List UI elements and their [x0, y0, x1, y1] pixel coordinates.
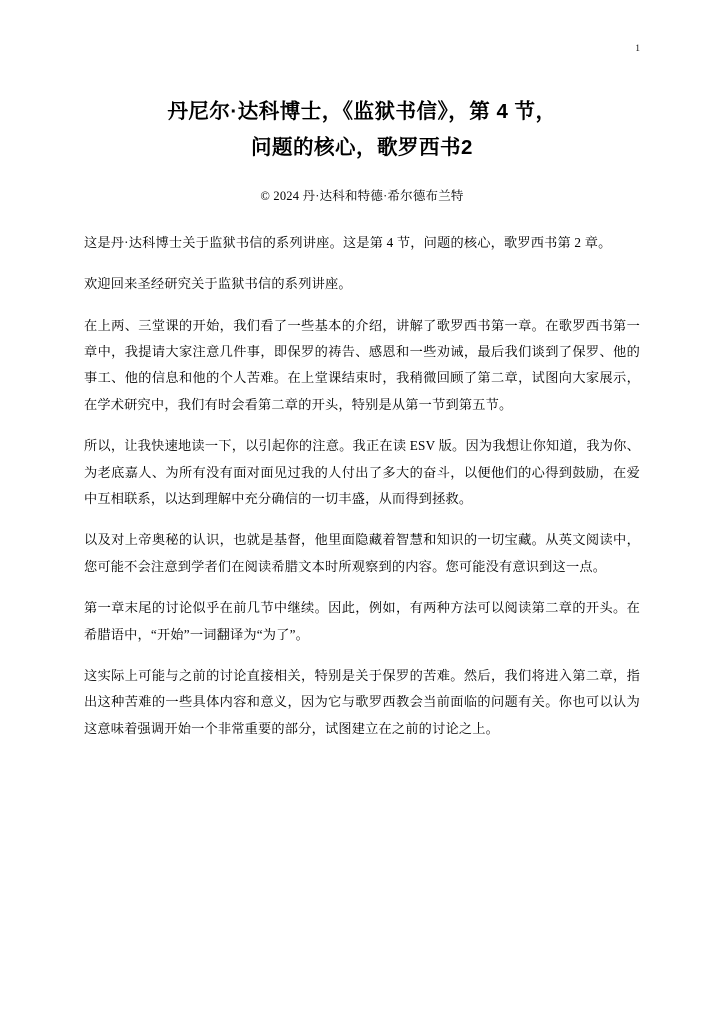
page-title-line-1: 丹尼尔·达科博士，《监狱书信》，第 4 节， — [167, 100, 557, 123]
paragraph: 以及对上帝奥秘的认识，也就是基督，他里面隐藏着智慧和知识的一切宝藏。从英文阅读中，您可能不会注意到学者们在阅读希腊文本时所观察到的内容。您可能没有意识到这一点。 — [84, 532, 640, 574]
page-title — [84, 94, 640, 166]
paragraph: 所以，让我快速地读一下，以引起你的注意。我正在读 ESV 版。因为我想让你知道，我为你、为老底嘉人、为所有没有面对面见过我的人付出了多大的奋斗，以便他们的心得到鼓励，在爱中互相联系，以达到理解中充分确信的一切丰盛，从而得到拯救。 — [84, 438, 640, 506]
paragraph: 这是丹·达科博士关于监狱书信的系列讲座。这是第 4 节，问题的核心，歌罗西书第 2 章。 — [84, 234, 612, 250]
paragraph: 在上两、三堂课的开始，我们看了一些基本的介绍，讲解了歌罗西书第一章。在歌罗西书第一章中，我提请大家注意几件事，即保罗的祷告、感恩和一些劝诫，最后我们谈到了保罗、他的事工、他的信息和他的个人苦难。在上堂课结束时，我稍微回顾了第二章，试图向大家展示，在学术研究中，我们有时会看第二章的开头，特别是从第一节到第五节。 — [84, 317, 640, 412]
copyright-notice: © 2024 丹·达科和特德·希尔德布兰特 — [260, 188, 464, 203]
paragraph: 第一章末尾的讨论似乎在前几节中继续。因此，例如，有两种方法可以阅读第二章的开头。在希腊语中，“开始”一词翻译为“为了”。 — [84, 600, 640, 642]
document-body — [84, 230, 640, 743]
paragraph: 欢迎回来圣经研究关于监狱书信的系列讲座。 — [84, 276, 352, 292]
paragraph: 这实际上可能与之前的讨论直接相关，特别是关于保罗的苦难。然后，我们将进入第二章，指出这种苦难的一些具体内容和意义，因为它与歌罗西教会当前面临的问题有关。你也可以认为这意味着强调开始一个非常重要的部分，试图建立在之前的讨论之上。 — [84, 668, 640, 736]
page-number: 1 — [635, 44, 640, 54]
page-title-line-2: 问题的核心，歌罗西书2 — [251, 135, 473, 159]
